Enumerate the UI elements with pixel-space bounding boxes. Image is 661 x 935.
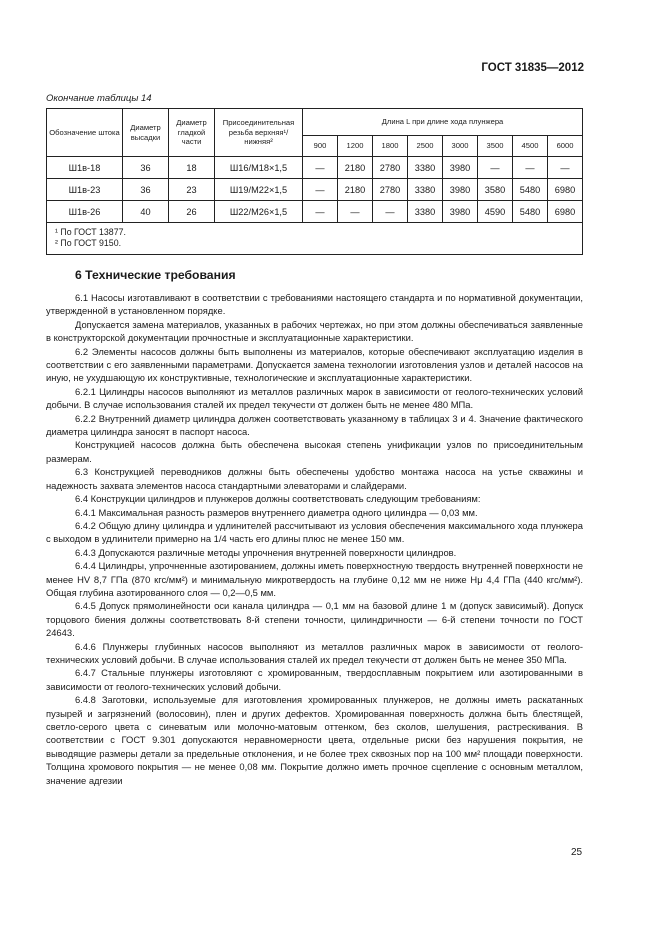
paragraph: 6.4.5 Допуск прямолинейности оси канала цилиндра — 0,1 мм на базовой длине 1 м (допуск зависимый). Допуск торцового биения должны соответствовать 8-й степени точности, цилиндричности — 6-й степени точности по ГОСТ 24643. [46, 600, 583, 639]
header-thread: Присоединительная резьба верхняя¹/нижняя² [215, 109, 303, 157]
table-row [47, 179, 583, 201]
section-heading: 6 Технические требования [75, 268, 236, 282]
cell-length: 3380 [408, 201, 443, 223]
cell-length: 3980 [443, 201, 478, 223]
cell-length: 3380 [408, 157, 443, 179]
body-text [46, 291, 583, 787]
paragraph: Допускается замена материалов, указанных в рабочих чертежах, но при этом должны обеспечиваться заявленные в конструкторской документации прочностные и эксплуатационные характеристики. [46, 318, 583, 344]
cell-length: 4590 [478, 201, 513, 223]
cell-length: 2180 [338, 157, 373, 179]
paragraph: 6.4.6 Плунжеры глубинных насосов выполняют из металлов различных марок в зависимости от геолого-технических условий добычи. В случае использования сталей их предел текучести σт должен быть не менее 350 МПа. [46, 640, 583, 665]
footnote: ² По ГОСТ 9150. [55, 238, 122, 249]
cell-thread: Ш16/М18×1,5 [215, 157, 303, 179]
header-stroke: 2500 [408, 136, 443, 157]
cell-length: — [303, 157, 338, 179]
footnote: ¹ По ГОСТ 13877. [55, 227, 126, 237]
cell-designation: Ш1в-23 [47, 179, 123, 201]
document-code: ГОСТ 31835—2012 [481, 62, 584, 74]
paragraph: 6.4 Конструкции цилиндров и плунжеров должны соответствовать следующим требованиям: [75, 493, 481, 505]
cell-seat: 40 [123, 201, 169, 223]
cell-seat: 36 [123, 157, 169, 179]
header-stroke: 1800 [373, 136, 408, 157]
paragraph: 6.4.3 Допускаются различные методы упрочнения внутренней поверхности цилиндров. [75, 546, 457, 558]
header-seat-diameter: Диаметр высадки [123, 109, 169, 157]
paragraph: 6.2 Элементы насосов должны быть выполнены из материалов, которые обеспечивают эксплуатацию изделия в соответствии с его заявленными параметрами. Допускается замена технологии изготовления узлов и деталей насосов на иную, не ухудшающую их конструктивные, технологические и эксплуатационные характеристики. [46, 345, 583, 384]
paragraph: 6.1 Насосы изготавливают в соответствии с требованиями настоящего стандарта и по нормативной документации, утвержденной в установленном порядке. [46, 292, 583, 317]
header-stroke: 4500 [513, 136, 548, 157]
cell-length: — [338, 201, 373, 223]
table-row [47, 157, 583, 179]
cell-length: — [303, 201, 338, 223]
cell-length: 3580 [478, 179, 513, 201]
cell-length: — [303, 179, 338, 201]
cell-length: — [513, 157, 548, 179]
cell-length: — [373, 201, 408, 223]
page-number: 25 [571, 847, 583, 858]
cell-designation: Ш1в-26 [47, 201, 123, 223]
paragraph: 6.2.1 Цилиндры насосов выполняют из металлов различных марок в зависимости от геолого-технических условий добычи. В случае использования сталей их предел текучести σт должен быть не менее 480 МПа. [46, 385, 583, 411]
cell-length: 6980 [548, 201, 583, 223]
paragraph: 6.4.1 Максимальная разность размеров внутреннего диаметра одного цилиндра — 0,03 мм. [75, 506, 478, 518]
cell-length: 3980 [443, 157, 478, 179]
cell-length: 2180 [338, 179, 373, 201]
cell-length: 3980 [443, 179, 478, 201]
table-row [47, 201, 583, 223]
cell-length: 3380 [408, 179, 443, 201]
cell-smooth: 26 [169, 201, 215, 223]
paragraph: 6.4.4 Цилиндры, упрочненные азотированием, должны иметь поверхностную твердость внутренней поверхности не менее HV 8,7 ГПа (870 кгс/мм²) и минимальную микротвердость на глубине 0,12 мм не ниже Hμ 4,4 ГПа (440 кгс/мм²). Общая глубина азотированного слоя — 0,2—0,5 мм. [46, 560, 583, 598]
header-stroke: 3500 [478, 136, 513, 157]
header-stroke: 6000 [548, 136, 583, 157]
header-length-group: Длина L при длине хода плунжера [303, 109, 583, 136]
cell-length: — [478, 157, 513, 179]
cell-length: 6980 [548, 179, 583, 201]
header-stroke: 1200 [338, 136, 373, 157]
paragraph: 6.2.2 Внутренний диаметр цилиндра должен соответствовать указанному в таблицах 3 и 4. Значение фактического диаметра цилиндра заносят в паспорт насоса. [46, 412, 583, 438]
cell-length: — [548, 157, 583, 179]
cell-thread: Ш19/М22×1,5 [215, 179, 303, 201]
header-stroke: 900 [303, 136, 338, 157]
cell-thread: Ш22/М26×1,5 [215, 201, 303, 223]
cell-smooth: 18 [169, 157, 215, 179]
rod-dimensions-table [46, 108, 583, 255]
paragraph: 6.4.8 Заготовки, используемые для изготовления хромированных плунжеров, не должны иметь раскатанных пузырей и загрязнений (волосовин), плен и других дефектов. Хромированная поверхность должна быть блестящей, светло-серого цвета с синеватым или молочно-матовым оттенком, без сколов, шелушения, растрескивания. В соответствии с ГОСТ 9.301 допускаются неравномерности цвета, отдельные риски без нарушения покрытия, не выводящие размеры детали за предельные отклонения, и не более трех сквозных пор на 100 мм² площади поверхности. Толщина хромового покрытия — не менее 0,08 мм. Покрытие должно иметь прочное сцепление с основным металлом, значение адгезии [46, 694, 583, 786]
cell-seat: 36 [123, 179, 169, 201]
cell-length: 5480 [513, 201, 548, 223]
paragraph: Конструкцией насосов должна быть обеспечена высокая степень унификации узлов по присоединительным размерам. [46, 439, 583, 464]
paragraph: 6.4.7 Стальные плунжеры изготовляют с хромированным, твердосплавным покрытием или азотированными в зависимости от геолого-технических условий добычи. [46, 667, 583, 692]
cell-length: 5480 [513, 179, 548, 201]
cell-length: 2780 [373, 157, 408, 179]
header-smooth-diameter: Диаметр гладкой части [169, 109, 215, 157]
cell-length: 2780 [373, 179, 408, 201]
cell-smooth: 23 [169, 179, 215, 201]
table-footnotes [47, 223, 583, 255]
paragraph: 6.4.2 Общую длину цилиндра и удлинителей рассчитывают из условия обеспечения максимального хода плунжера с выходом в удлинители примерно на 1/4 часть его длины плюс не менее 150 мм. [46, 519, 583, 545]
header-designation: Обозначение штока [47, 109, 123, 157]
cell-designation: Ш1в-18 [47, 157, 123, 179]
table-caption: Окончание таблицы 14 [46, 93, 152, 104]
paragraph: 6.3 Конструкцией переводников должны быть обеспечены удобство монтажа насоса на устье скважины и надежность захвата элементов насоса стандартными элеваторами и слайдерами. [46, 466, 583, 491]
header-stroke: 3000 [443, 136, 478, 157]
